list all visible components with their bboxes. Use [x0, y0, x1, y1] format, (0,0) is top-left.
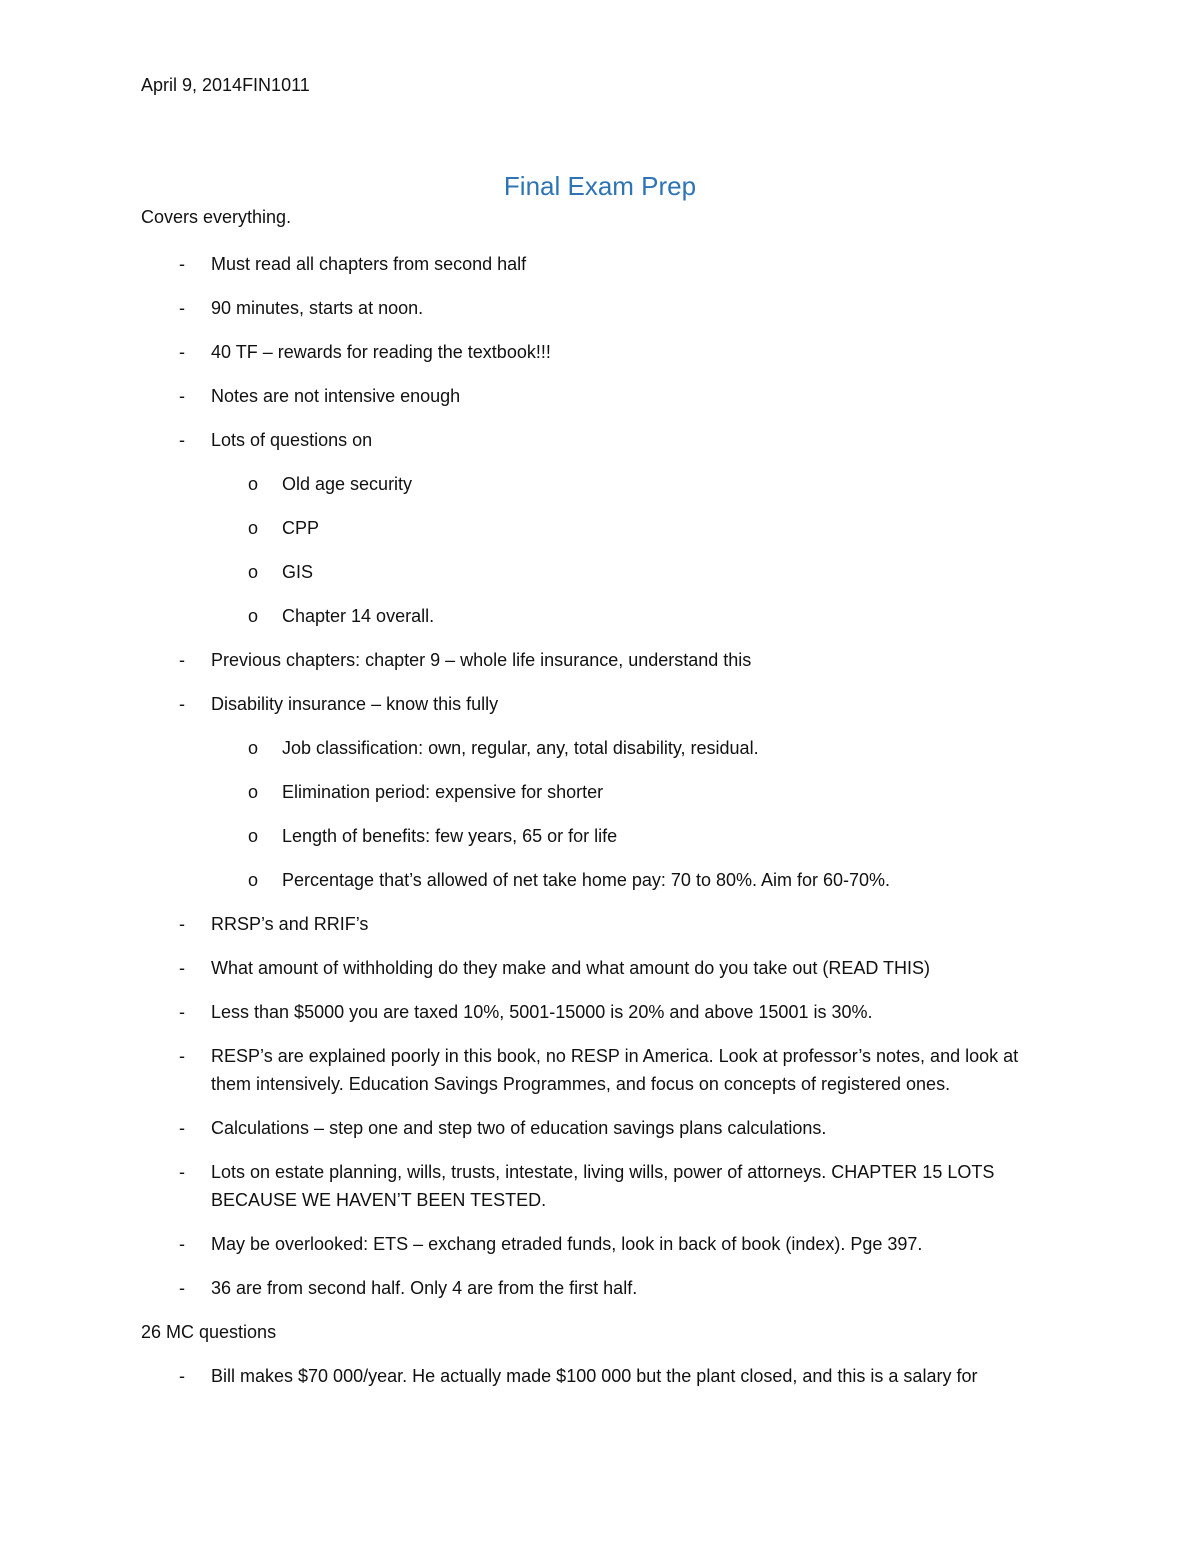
- dash-bullet: -: [179, 914, 185, 934]
- item-text: 36 are from second half. Only 4 are from the first half.: [211, 1278, 638, 1298]
- item-text: What amount of withholding do they make and what amount do you take out (READ THIS): [211, 958, 931, 978]
- dash-bullet: -: [179, 386, 185, 406]
- page-header: April 9, 2014FIN1011: [141, 75, 310, 95]
- circle-bullet: o: [247, 606, 258, 626]
- list-item: [0, 250, 1200, 278]
- circle-bullet: o: [247, 474, 258, 494]
- sub-list-item: [0, 558, 1200, 586]
- item-text: Previous chapters: chapter 9 – whole life insurance, understand this: [211, 650, 752, 670]
- sub-list-item: [0, 866, 1200, 894]
- item-text: Calculations – step one and step two of education savings plans calculations.: [211, 1118, 827, 1138]
- dash-bullet: -: [179, 298, 185, 318]
- list-item: [0, 1042, 1200, 1098]
- item-text: 40 TF – rewards for reading the textbook!!!: [211, 342, 551, 362]
- item-text: 90 minutes, starts at noon.: [211, 298, 424, 318]
- list-item: [0, 382, 1200, 410]
- item-text: Notes are not intensive enough: [211, 386, 461, 406]
- item-text: Chapter 14 overall.: [282, 606, 435, 626]
- dash-bullet: -: [179, 1162, 185, 1182]
- sub-list-item: [0, 822, 1200, 850]
- item-text: Lots of questions on: [211, 430, 373, 450]
- item-text: 26 MC questions: [141, 1322, 277, 1342]
- list-item: [0, 426, 1200, 454]
- item-text: GIS: [282, 562, 314, 582]
- page-title: Final Exam Prep: [503, 171, 697, 201]
- dash-bullet: -: [179, 1366, 185, 1386]
- section-heading: [0, 1318, 1200, 1346]
- list-item: [0, 954, 1200, 982]
- item-text: RRSP’s and RRIF’s: [211, 914, 369, 934]
- sub-list-item: [0, 602, 1200, 630]
- dash-bullet: -: [179, 1118, 185, 1138]
- circle-bullet: o: [247, 562, 258, 582]
- item-text: Old age security: [282, 474, 413, 494]
- item-text: CPP: [282, 518, 320, 538]
- dash-bullet: -: [179, 1278, 185, 1298]
- dash-bullet: -: [179, 1002, 185, 1022]
- circle-bullet: o: [247, 870, 258, 890]
- intro-text: Covers everything.: [141, 207, 292, 227]
- item-text: Lots on estate planning, wills, trusts, intestate, living wills, power of attorneys. CHAPTER 15 LOTS BECAUSE WE HAVEN’T BEEN TESTED.: [211, 1162, 995, 1210]
- list-item: [0, 646, 1200, 674]
- item-text: Job classification: own, regular, any, total disability, residual.: [282, 738, 759, 758]
- dash-bullet: -: [179, 1046, 185, 1066]
- dash-bullet: -: [179, 342, 185, 362]
- sub-list-item: [0, 734, 1200, 762]
- circle-bullet: o: [247, 738, 258, 758]
- notes-list: [0, 250, 1200, 1406]
- item-text: Disability insurance – know this fully: [211, 694, 499, 714]
- dash-bullet: -: [179, 650, 185, 670]
- item-text: Length of benefits: few years, 65 or for life: [282, 826, 618, 846]
- list-item: [0, 1362, 1200, 1390]
- item-text: Percentage that’s allowed of net take home pay: 70 to 80%. Aim for 60-70%.: [282, 870, 891, 890]
- list-item: [0, 1274, 1200, 1302]
- list-item: [0, 1114, 1200, 1142]
- dash-bullet: -: [179, 694, 185, 714]
- item-text: Bill makes $70 000/year. He actually made $100 000 but the plant closed, and this is a salary for: [211, 1366, 978, 1386]
- sub-list-item: [0, 514, 1200, 542]
- sub-list-item: [0, 778, 1200, 806]
- dash-bullet: -: [179, 254, 185, 274]
- list-item: [0, 998, 1200, 1026]
- circle-bullet: o: [247, 782, 258, 802]
- list-item: [0, 1158, 1200, 1214]
- sub-list-item: [0, 470, 1200, 498]
- item-text: May be overlooked: ETS – exchang etraded funds, look in back of book (index). Pge 397.: [211, 1234, 923, 1254]
- item-text: Less than $5000 you are taxed 10%, 5001-15000 is 20% and above 15001 is 30%.: [211, 1002, 873, 1022]
- list-item: [0, 338, 1200, 366]
- circle-bullet: o: [247, 518, 258, 538]
- list-item: [0, 1230, 1200, 1258]
- item-text: RESP’s are explained poorly in this book, no RESP in America. Look at professor’s notes, and look at them intensively. Education Savings Programmes, and focus on concepts of registered ones.: [211, 1046, 1019, 1094]
- item-text: Must read all chapters from second half: [211, 254, 527, 274]
- dash-bullet: -: [179, 1234, 185, 1254]
- dash-bullet: -: [179, 430, 185, 450]
- list-item: [0, 690, 1200, 718]
- circle-bullet: o: [247, 826, 258, 846]
- item-text: Elimination period: expensive for shorter: [282, 782, 604, 802]
- list-item: [0, 910, 1200, 938]
- list-item: [0, 294, 1200, 322]
- dash-bullet: -: [179, 958, 185, 978]
